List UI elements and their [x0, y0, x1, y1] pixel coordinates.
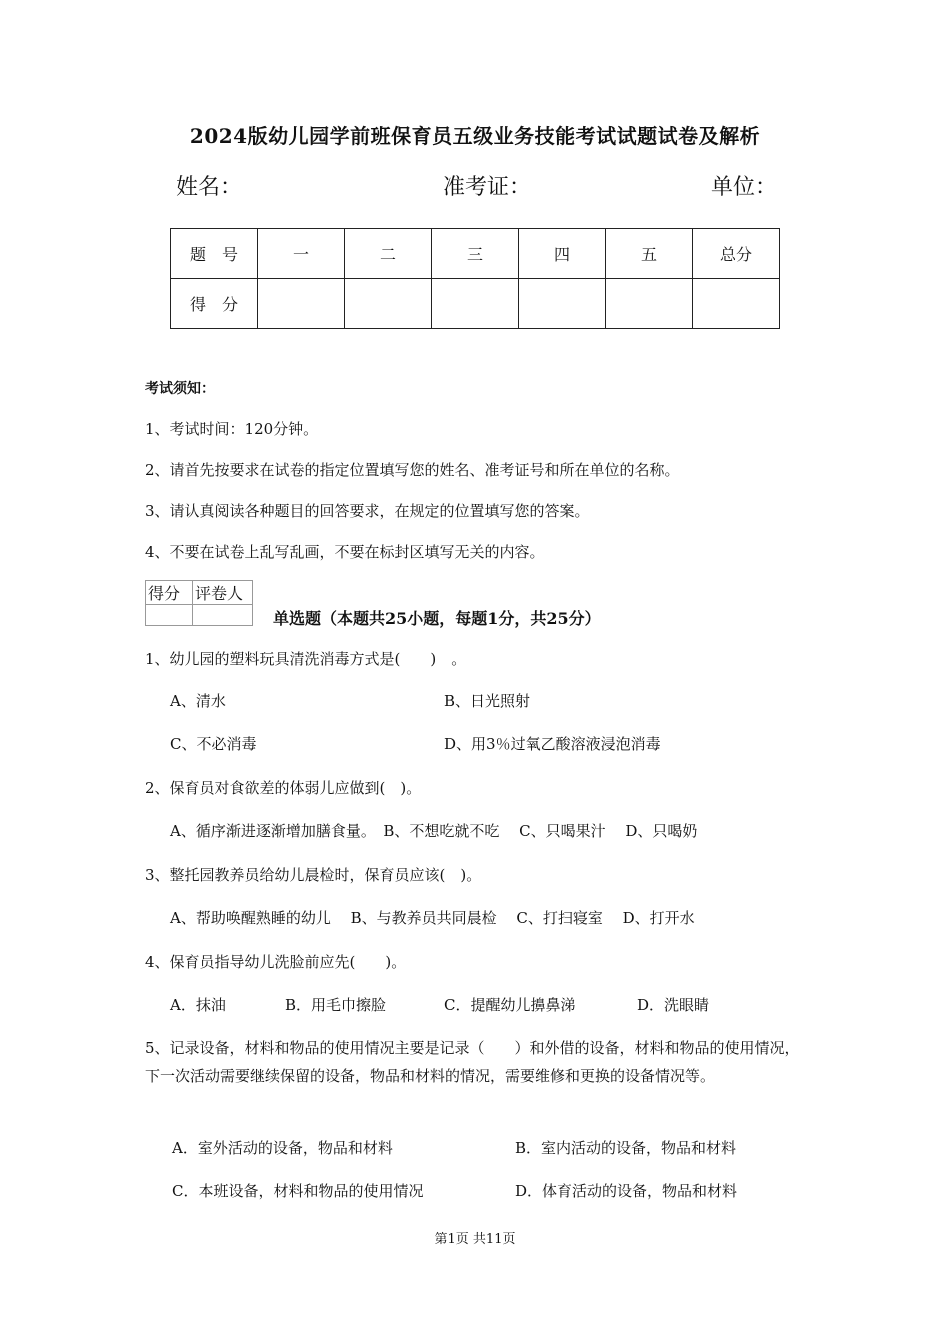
question-option: C．提醒幼儿擤鼻涕: [444, 996, 576, 1014]
score-cell[interactable]: [519, 279, 606, 329]
name-label: 姓名：: [176, 175, 243, 200]
score-cell[interactable]: [606, 279, 693, 329]
score-header-cell: 总分: [693, 229, 780, 279]
question-stem: 1、幼儿园的塑料玩具清洗消毒方式是( ) 。: [145, 650, 467, 668]
note-item: 1、考试时间：120分钟。: [145, 420, 319, 438]
question-stem: 3、整托园教养员给幼儿晨检时，保育员应该( )。: [145, 866, 482, 884]
score-row-label: 得 分: [171, 279, 258, 329]
unit-label: 单位：: [711, 175, 778, 200]
question-option: C、不必消毒: [170, 735, 257, 753]
grader-name-cell[interactable]: [193, 605, 253, 626]
question-option: A．室外活动的设备，物品和材料: [172, 1139, 393, 1157]
question-option: D．洗眼睛: [637, 996, 710, 1014]
score-header-cell: 二: [345, 229, 432, 279]
score-cell[interactable]: [345, 279, 432, 329]
score-table-score-row: [171, 279, 780, 329]
question-option: A、清水: [170, 692, 226, 710]
exam-id-label: 准考证：: [443, 175, 532, 200]
question-option: B．室内活动的设备，物品和材料: [515, 1139, 737, 1157]
question-option: C．本班设备，材料和物品的使用情况: [172, 1182, 424, 1200]
question-options-line: A、循序渐进逐渐增加膳食量。 B、不想吃就不吃 C、只喝果汁 D、只喝奶: [170, 822, 698, 840]
notes-title: 考试须知：: [145, 381, 215, 397]
page-title: 2024版幼儿园学前班保育员五级业务技能考试试题试卷及解析: [189, 124, 761, 148]
page-footer: 第1页 共11页: [434, 1232, 516, 1247]
question-stem: 2、保育员对食欲差的体弱儿应做到( )。: [145, 779, 422, 797]
question-option: B．用毛巾擦脸: [285, 996, 387, 1014]
note-item: 3、请认真阅读各种题目的回答要求，在规定的位置填写您的答案。: [145, 502, 590, 520]
score-header-cell: 四: [519, 229, 606, 279]
score-cell[interactable]: [258, 279, 345, 329]
score-header-cell: 一: [258, 229, 345, 279]
score-cell[interactable]: [693, 279, 780, 329]
score-header-cell: 三: [432, 229, 519, 279]
question-option: D、用3％过氧乙酸溶液浸泡消毒: [444, 735, 661, 753]
score-header-cell: 题 号: [171, 229, 258, 279]
question-option: B、日光照射: [444, 692, 531, 710]
note-item: 4、不要在试卷上乱写乱画，不要在标封区填写无关的内容。: [145, 543, 545, 561]
score-header-cell: 五: [606, 229, 693, 279]
question-option: D．体育活动的设备，物品和材料: [515, 1182, 738, 1200]
grader-score-label: 得分: [146, 581, 193, 605]
section-title: 单选题（本题共25小题，每题1分，共25分）: [273, 609, 601, 628]
grader-name-label: 评卷人: [193, 581, 253, 605]
grader-box: [145, 580, 253, 626]
score-table: [170, 228, 780, 329]
question-stem: 5、记录设备，材料和物品的使用情况主要是记录（ ）和外借的设备，材料和物品的使用情况，下一次活动需要继续保留的设备，物品和材料的情况，需要维修和更换的设备情况等。: [145, 1039, 800, 1085]
score-table-header-row: [171, 229, 780, 279]
note-item: 2、请首先按要求在试卷的指定位置填写您的姓名、准考证号和所在单位的名称。: [145, 461, 680, 479]
question-option: A．抹油: [170, 996, 226, 1014]
grader-score-cell[interactable]: [146, 605, 193, 626]
question-stem: 4、保育员指导幼儿洗脸前应先( )。: [145, 953, 407, 971]
question-options-line: A、帮助唤醒熟睡的幼儿 B、与教养员共同晨检 C、打扫寝室 D、打开水: [170, 909, 695, 927]
score-cell[interactable]: [432, 279, 519, 329]
